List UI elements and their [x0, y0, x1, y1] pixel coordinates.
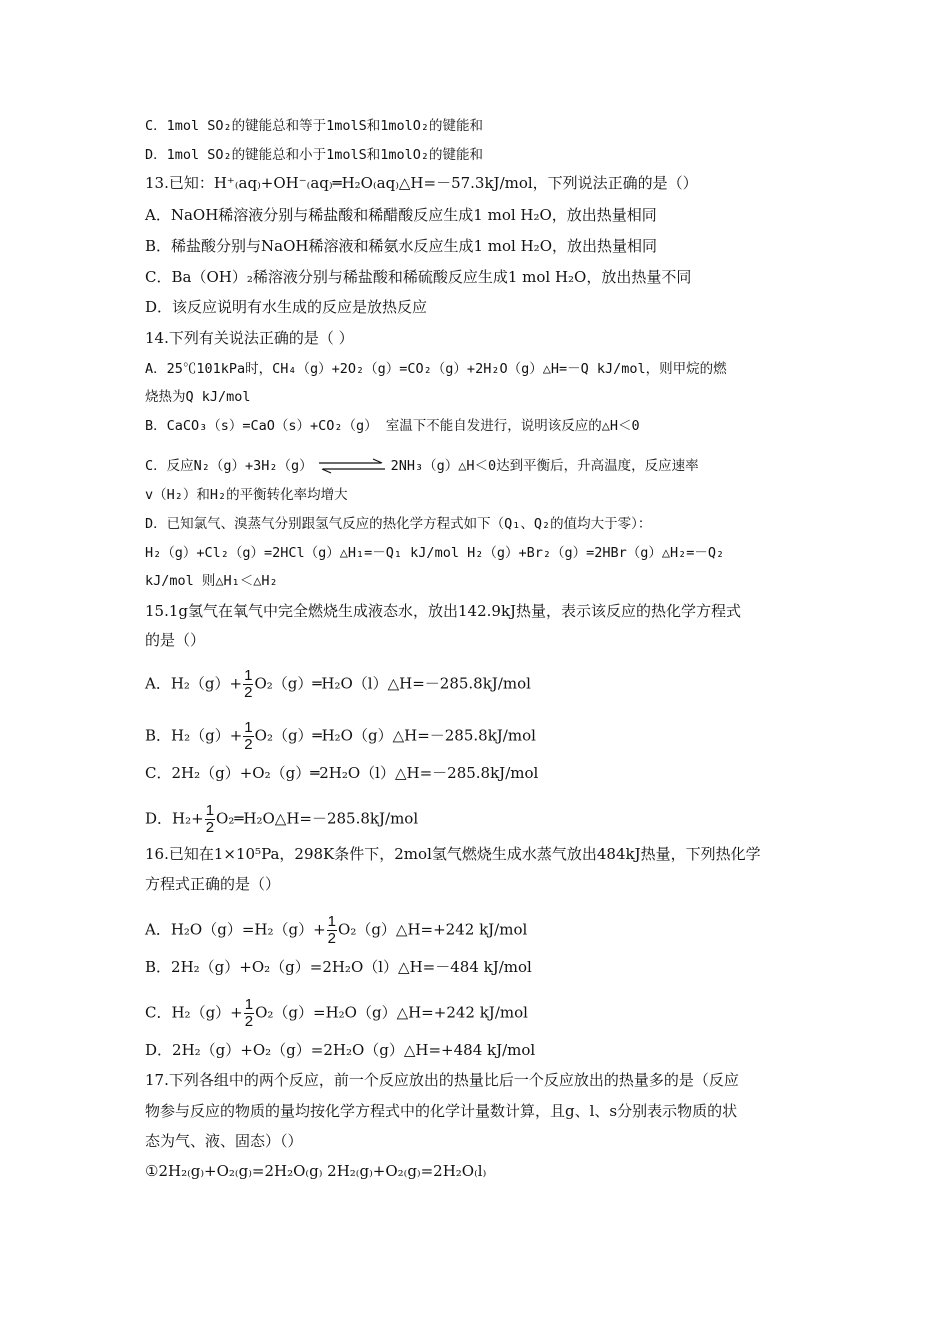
fraction-denominator: 2: [327, 930, 337, 947]
q15-option-a: [145, 668, 531, 701]
q17-stem-line2: 物参与反应的物质的量均按化学方程式中的化学计量数计算，且g、l、s分别表示物质的状: [145, 1102, 738, 1120]
q14-option-b: B．CaCO₃（s）=CaO（s）+CO₂（g） 室温下不能自发进行，说明该反应的△H＜0: [145, 418, 640, 434]
q14-option-c-line1: [145, 456, 699, 476]
q16-option-c-pre: C．H₂（g）+: [145, 1003, 243, 1022]
q15-option-d-pre: D．H₂+: [145, 809, 204, 828]
q16-option-a-pre: A．H₂O（g）=H₂（g）+: [145, 920, 326, 939]
q14-stem: 14.下列有关说法正确的是（ ）: [145, 329, 354, 347]
q15-option-d-post: O₂═H₂O△H=－285.8kJ/mol: [216, 809, 419, 828]
q15-option-c: C．2H₂（g）+O₂（g）═2H₂O（l）△H=－285.8kJ/mol: [145, 764, 539, 782]
q14-option-c-right: 2NH₃（g）△H＜0达到平衡后，升高温度，反应速率: [390, 458, 699, 474]
q14-option-d-line1: D．已知氯气、溴蒸气分别跟氢气反应的热化学方程式如下（Q₁、Q₂的值均大于零）：: [145, 516, 652, 532]
fraction-denominator: 2: [244, 736, 253, 753]
q15-stem-line1: 15.1g氢气在氧气中完全燃烧生成液态水，放出142.9kJ热量，表示该反应的热化学方程式: [145, 602, 742, 620]
fraction-denominator: 2: [244, 684, 253, 701]
q16-stem-line1: 16.已知在1×10⁵Pa，298K条件下，2mol氢气燃烧生成水蒸气放出484kJ热量，下列热化学: [145, 845, 761, 863]
q16-option-a-post: O₂（g）△H=+242 kJ/mol: [338, 920, 528, 939]
fraction-one-half: [205, 803, 215, 836]
q13-option-b: B．稀盐酸分别与NaOH稀溶液和稀氨水反应生成1 mol H₂O，放出热量相同: [145, 237, 657, 255]
fraction-numerator: 1: [327, 913, 337, 930]
fraction-one-half: [243, 668, 253, 701]
q16-option-b: B．2H₂（g）+O₂（g）=2H₂O（l）△H=－484 kJ/mol: [145, 958, 532, 976]
q16-option-a: [145, 914, 527, 947]
q15-option-d: [145, 803, 418, 836]
q13-option-a: A．NaOH稀溶液分别与稀盐酸和稀醋酸反应生成1 mol H₂O，放出热量相同: [145, 206, 657, 224]
fraction-numerator: 1: [244, 996, 254, 1013]
option-d-line: D．1mol SO₂的键能总和小于1molS和1molO₂的键能和: [145, 147, 484, 163]
q14-option-a-line1: A．25℃101kPa时，CH₄（g）+2O₂（g）=CO₂（g）+2H₂O（g）△H=－Q kJ/mol，则甲烷的燃: [145, 361, 727, 377]
q16-stem-line2: 方程式正确的是（）: [145, 875, 281, 893]
q17-stem-line3: 态为气、液、固态）（）: [145, 1132, 303, 1150]
fraction-numerator: 1: [205, 802, 215, 819]
q17-stem-line1: 17.下列各组中的两个反应，前一个反应放出的热量比后一个反应放出的热量多的是（反应: [145, 1071, 739, 1089]
q16-option-d: D．2H₂（g）+O₂（g）=2H₂O（g）△H=+484 kJ/mol: [145, 1041, 536, 1059]
q15-option-b: [145, 720, 536, 753]
fraction-denominator: 2: [205, 819, 215, 836]
option-c-line: C．1mol SO₂的键能总和等于1molS和1molO₂的键能和: [145, 118, 484, 134]
q13-option-c: C．Ba（OH）₂稀溶液分别与稀盐酸和稀硫酸反应生成1 mol H₂O，放出热量不同: [145, 268, 692, 286]
equilibrium-arrow-icon: [319, 458, 385, 474]
fraction-numerator: 1: [244, 719, 253, 736]
q15-option-a-post: O₂（g）═H₂O（l）△H=－285.8kJ/mol: [254, 674, 531, 693]
q15-option-a-pre: A．H₂（g）+: [145, 674, 243, 693]
fraction-numerator: 1: [244, 667, 253, 684]
q14-option-d-line3: kJ/mol 则△H₁＜△H₂: [145, 573, 278, 589]
fraction-one-half: [243, 720, 253, 753]
fraction-one-half: [327, 914, 337, 947]
q14-option-a-line2: 烧热为Q kJ/mol: [145, 389, 251, 405]
q15-option-b-pre: B．H₂（g）+: [145, 726, 243, 745]
q16-option-c-post: O₂（g）=H₂O（g）△H=+242 kJ/mol: [255, 1003, 528, 1022]
q16-option-c: [145, 997, 528, 1030]
fraction-one-half: [244, 997, 254, 1030]
fraction-denominator: 2: [244, 1013, 254, 1030]
q13-option-d: D．该反应说明有水生成的反应是放热反应: [145, 298, 428, 316]
q13-stem: 13.已知：H⁺₍aq₎+OH⁻₍aq₎═H₂O₍aq₎△H=－57.3kJ/mol，下列说法正确的是（）: [145, 174, 698, 192]
q17-item-1: ①2H₂₍g₎+O₂₍g₎=2H₂O₍g₎ 2H₂₍g₎+O₂₍g₎=2H₂O₍l₎: [145, 1162, 487, 1180]
q14-option-c-line2: v（H₂）和H₂的平衡转化率均增大: [145, 487, 348, 503]
q14-option-c-left: C．反应N₂（g）+3H₂（g）: [145, 458, 313, 474]
q15-option-b-post: O₂（g）═H₂O（g）△H=－285.8kJ/mol: [254, 726, 536, 745]
q14-option-d-line2: H₂（g）+Cl₂（g）=2HCl（g）△H₁=－Q₁ kJ/mol H₂（g）+Br₂（g）=2HBr（g）△H₂=－Q₂: [145, 545, 725, 561]
q15-stem-line2: 的是（）: [145, 631, 206, 649]
